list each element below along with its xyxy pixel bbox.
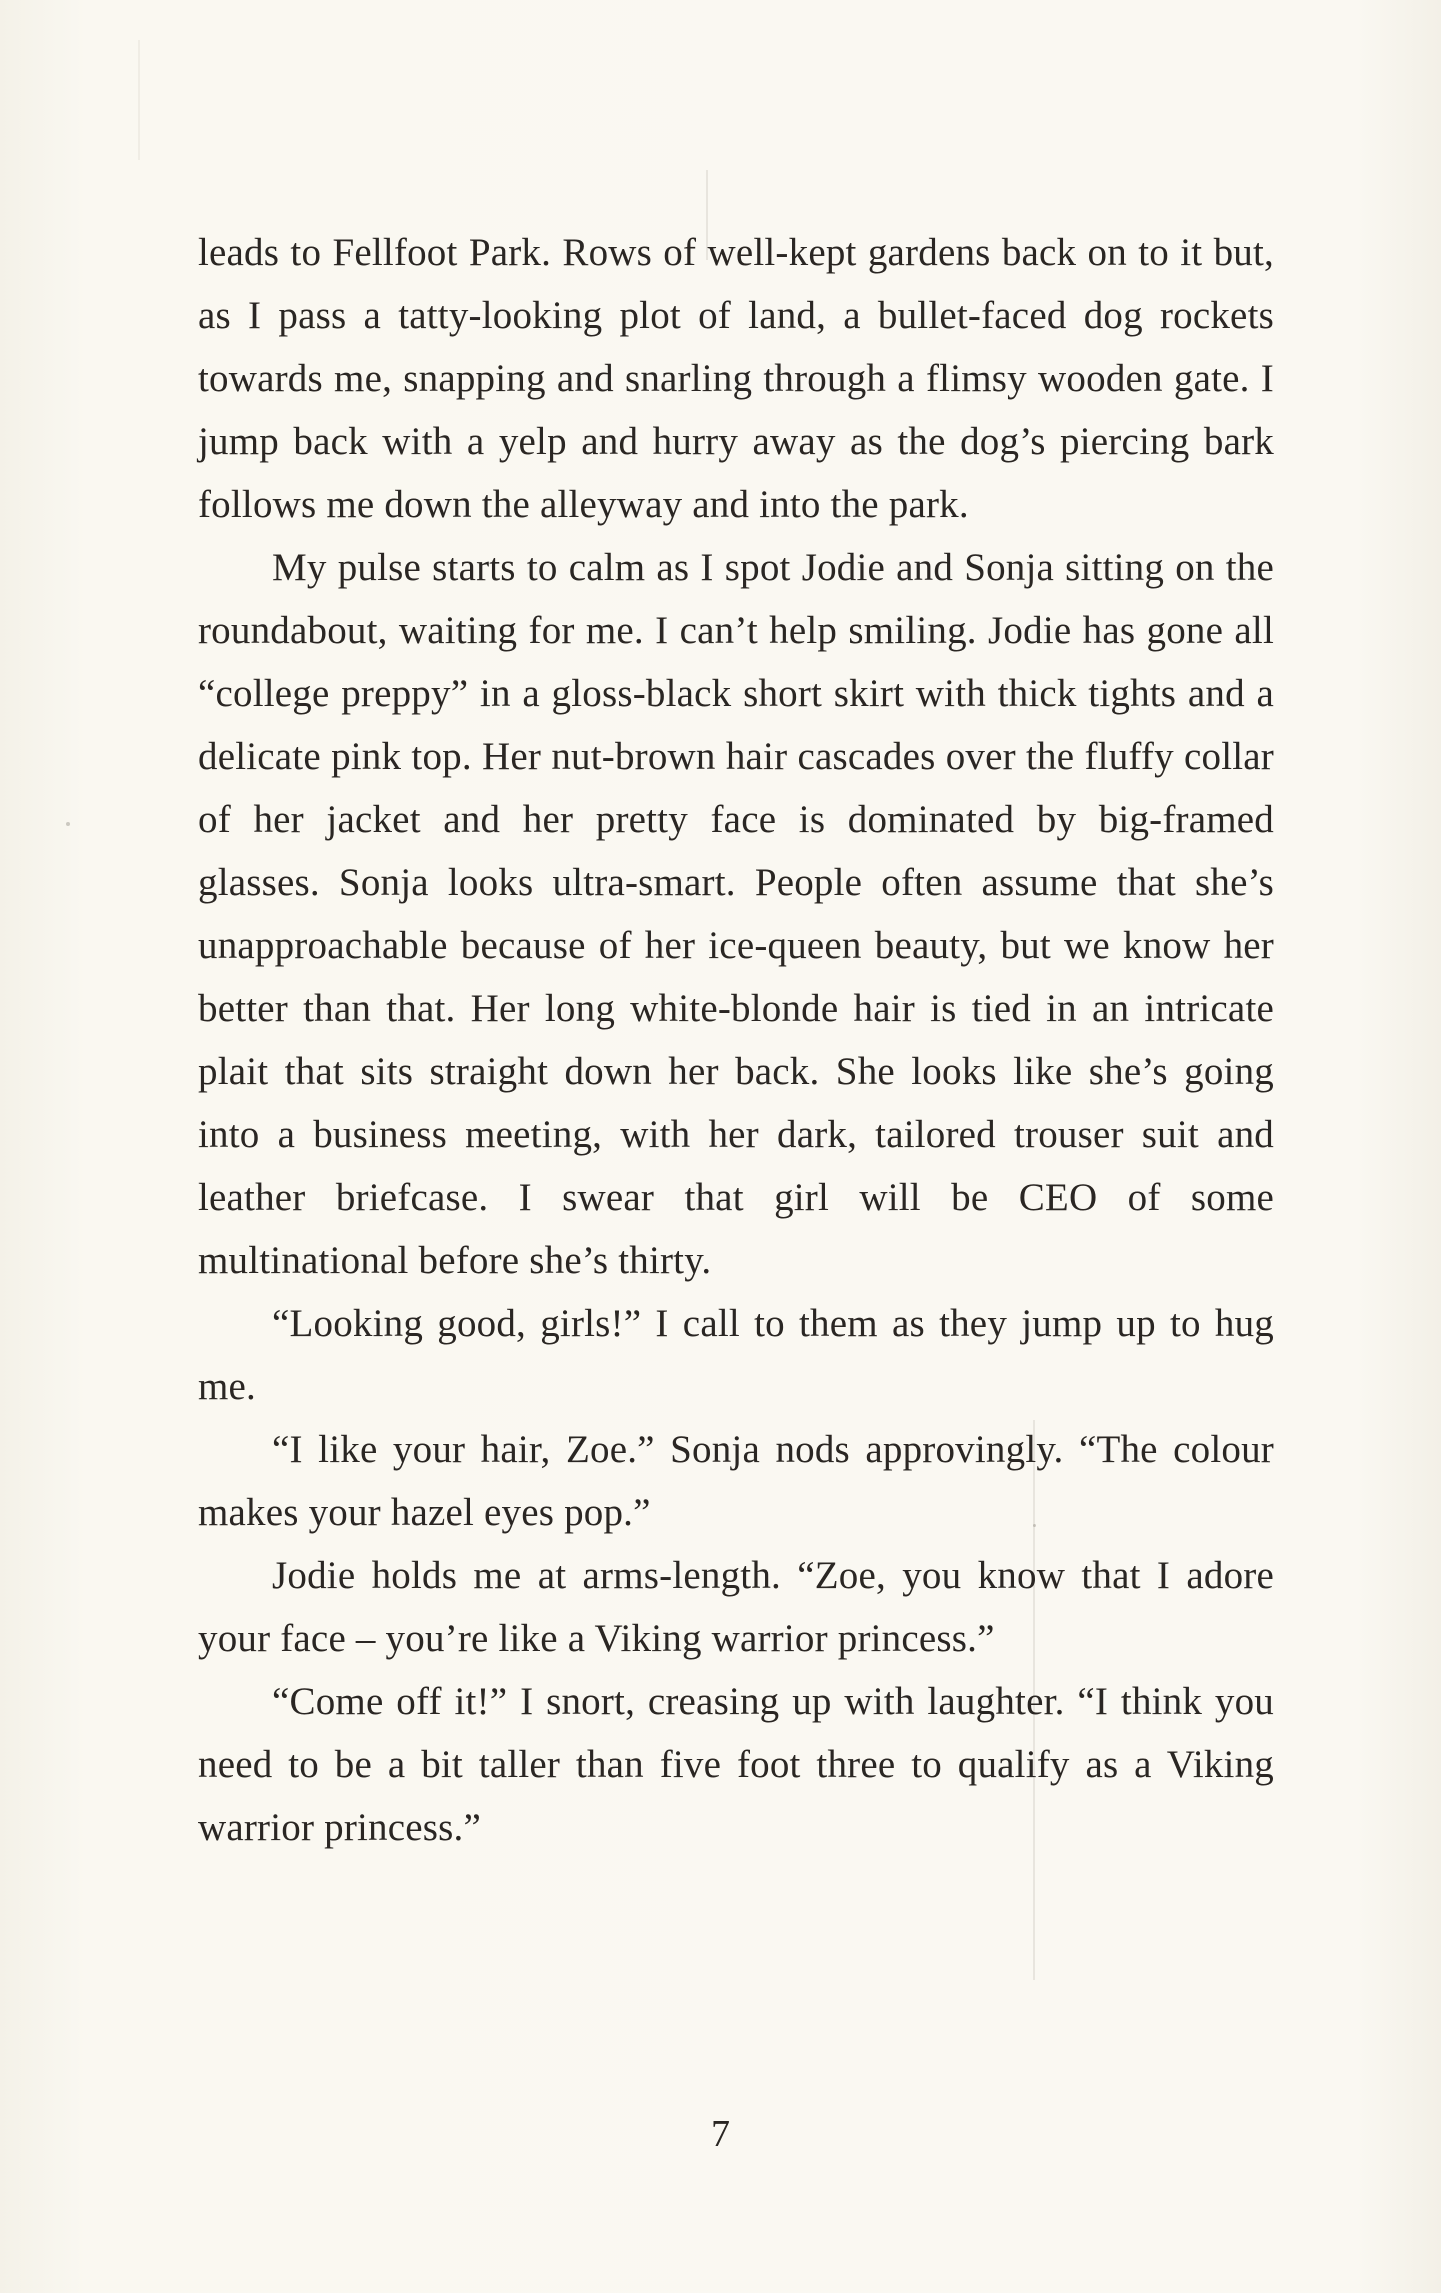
paragraph: “Looking good, girls!” I call to them as they jump up to hug me. xyxy=(198,1302,1274,1408)
paragraph: leads to Fellfoot Park. Rows of well-kept gardens back on to it but, as I pass a tatty-looking plot of land, a bullet-faced dog rockets towards me, snapping and snarling through a flimsy wooden gate. I jump back with a yelp and hurry away as the dog’s piercing bark follows me down the alleyway and into the park. xyxy=(198,231,1274,526)
paper-speck xyxy=(66,822,70,826)
body-text xyxy=(198,221,1274,1859)
paragraph: Jodie holds me at arms-length. “Zoe, you know that I adore your face – you’re like a Viking warrior princess.” xyxy=(198,1554,1274,1660)
page-number: 7 xyxy=(711,2113,730,2155)
paragraph: “I like your hair, Zoe.” Sonja nods approvingly. “The colour makes your hazel eyes pop.” xyxy=(198,1428,1274,1534)
paragraph: “Come off it!” I snort, creasing up with laughter. “I think you need to be a bit taller than five foot three to qualify as a Viking warrior princess.” xyxy=(198,1680,1274,1849)
paragraph: My pulse starts to calm as I spot Jodie and Sonja sitting on the roundabout, waiting for me. I can’t help smiling. Jodie has gone all “college preppy” in a gloss-black short skirt with thick tights and a delicate pink top. Her nut-brown hair cascades over the fluffy collar of her jacket and her pretty face is dominated by big-framed glasses. Sonja looks ultra-smart. People often assume that she’s unapproachable because of her ice-queen beauty, but we know her better than that. Her long white-blonde hair is tied in an intricate plait that sits straight down her back. She looks like she’s going into a business meeting, with her dark, tailored trouser suit and leather briefcase. I swear that girl will be CEO of some multinational before she’s thirty. xyxy=(198,546,1274,1282)
paper-crease xyxy=(138,40,140,160)
